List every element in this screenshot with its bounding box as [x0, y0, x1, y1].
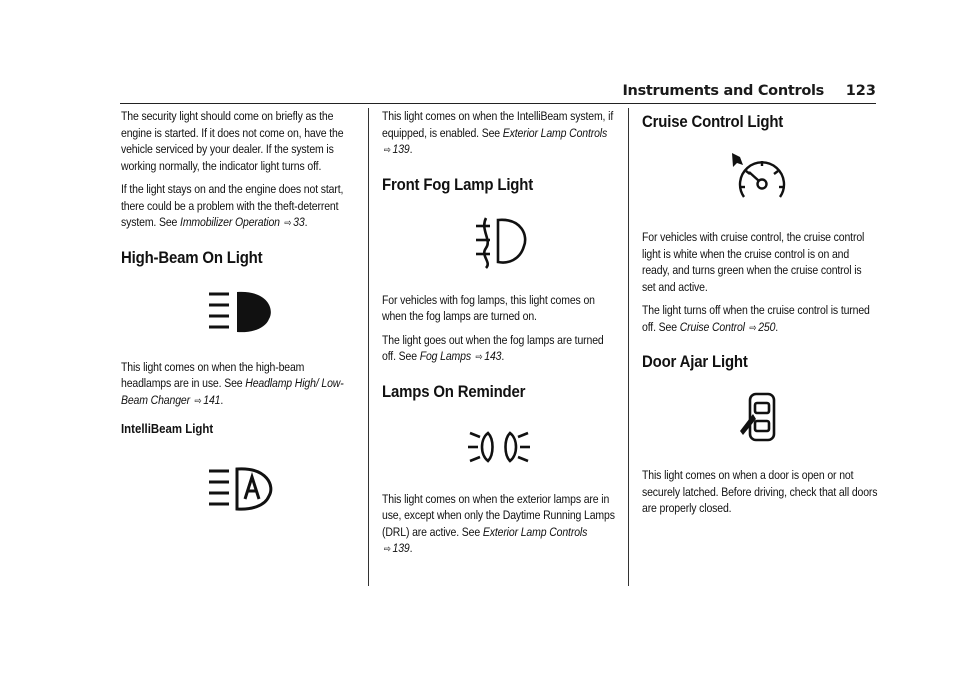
paragraph-text: This light comes on when the IntelliBeam system, if equipped, is enabled. See	[382, 109, 614, 140]
heading-intellibeam: IntelliBeam Light	[121, 421, 214, 436]
page-arrow-icon: ⇨	[383, 145, 391, 156]
heading-high-beam: High-Beam On Light	[121, 247, 263, 267]
cross-reference-link[interactable]: Exterior Lamp Controls	[502, 125, 608, 140]
paragraph-text: This light comes on when the high-beam headlamps are in use. See	[121, 359, 305, 390]
column-1	[121, 108, 357, 512]
paragraph: If the light stays on and the engine does not start, there could be a problem with the theft-deterrent system. See Immobilizer Operation ⇨ 33.	[121, 182, 344, 229]
page-reference[interactable]: 33	[293, 215, 305, 229]
page-arrow-icon: ⇨	[749, 322, 757, 334]
page-reference[interactable]: 143	[484, 349, 502, 363]
paragraph-text: This light comes on when the exterior lamps are in use, except when only the Daytime Running Lamps (DRL) are active. See	[382, 491, 615, 539]
heading-cruise-control: Cruise Control Light	[642, 112, 784, 131]
page-number: 123	[845, 83, 876, 99]
intellibeam-icon	[207, 466, 277, 512]
page-arrow-icon: ⇨	[194, 395, 202, 407]
front-fog-lamp-icon	[474, 214, 530, 270]
cross-reference-link[interactable]: Exterior Lamp Controls	[482, 524, 588, 539]
cross-reference-link[interactable]: Fog Lamps	[419, 349, 471, 363]
cross-reference-link[interactable]: Headlamp High/ Low-Beam Changer	[121, 376, 344, 407]
paragraph: This light comes on when the high-beam headlamps are in use. See Headlamp High/ Low-Beam Changer ⇨ 141.	[121, 359, 344, 407]
page-reference[interactable]: 250	[758, 319, 776, 334]
cruise-control-icon	[730, 151, 790, 207]
heading-front-fog: Front Fog Lamp Light	[382, 174, 534, 194]
heading-lamps-on: Lamps On Reminder	[382, 381, 526, 401]
paragraph: For vehicles with fog lamps, this light comes on when the fog lamps are turned on.	[382, 292, 595, 323]
section-title: Instruments and Controls	[622, 83, 824, 99]
paragraph: This light comes on when the exterior lamps are in use, except when only the Daytime Running Lamps (DRL) are active. See Exterior Lamp Controls ⇨ 139.	[382, 491, 615, 555]
page-reference[interactable]: 139	[392, 142, 410, 156]
paragraph: The security light should come on briefly as the engine is started. If it does not come on, have the vehicle serviced by your dealer. If the system is working normally, the indicator light turns off.	[121, 109, 344, 173]
page-arrow-icon: ⇨	[383, 544, 391, 555]
page-header	[0, 80, 960, 104]
paragraph-text: The light turns off when the cruise control is turned off. See	[642, 303, 870, 334]
cross-reference-link[interactable]: Immobilizer Operation	[180, 215, 280, 229]
column-3	[642, 108, 878, 524]
page-reference[interactable]: 141	[203, 392, 221, 407]
door-ajar-icon	[736, 391, 780, 447]
paragraph-text: If the light stays on and the engine does not start, there could be a problem with the theft-deterrent system. See	[121, 182, 344, 229]
paragraph: The light goes out when the fog lamps are turned off. See Fog Lamps ⇨ 143.	[382, 332, 604, 363]
high-beam-icon	[207, 289, 277, 335]
paragraph: For vehicles with cruise control, the cruise control light is white when the cruise control is on and ready, and turns green when the cruise control is set and active.	[642, 230, 865, 294]
heading-door-ajar: Door Ajar Light	[642, 352, 748, 371]
column-2	[382, 108, 618, 566]
column-divider	[368, 108, 369, 586]
lamps-on-icon	[466, 425, 532, 469]
page-reference[interactable]: 139	[392, 541, 410, 555]
page-arrow-icon: ⇨	[284, 218, 292, 229]
cross-reference-link[interactable]: Cruise Control	[679, 319, 745, 334]
paragraph: This light comes on when a door is open or not securely latched. Before driving, check that all doors are properly closed.	[642, 468, 878, 515]
paragraph: The light turns off when the cruise control is turned off. See Cruise Control ⇨ 250.	[642, 303, 870, 334]
paragraph: This light comes on when the IntelliBeam system, if equipped, is enabled. See Exterior Lamp Controls ⇨ 139.	[382, 109, 614, 156]
header-rule	[120, 103, 876, 104]
paragraph-text: The light goes out when the fog lamps are turned off. See	[382, 332, 604, 363]
page-arrow-icon: ⇨	[475, 352, 483, 363]
